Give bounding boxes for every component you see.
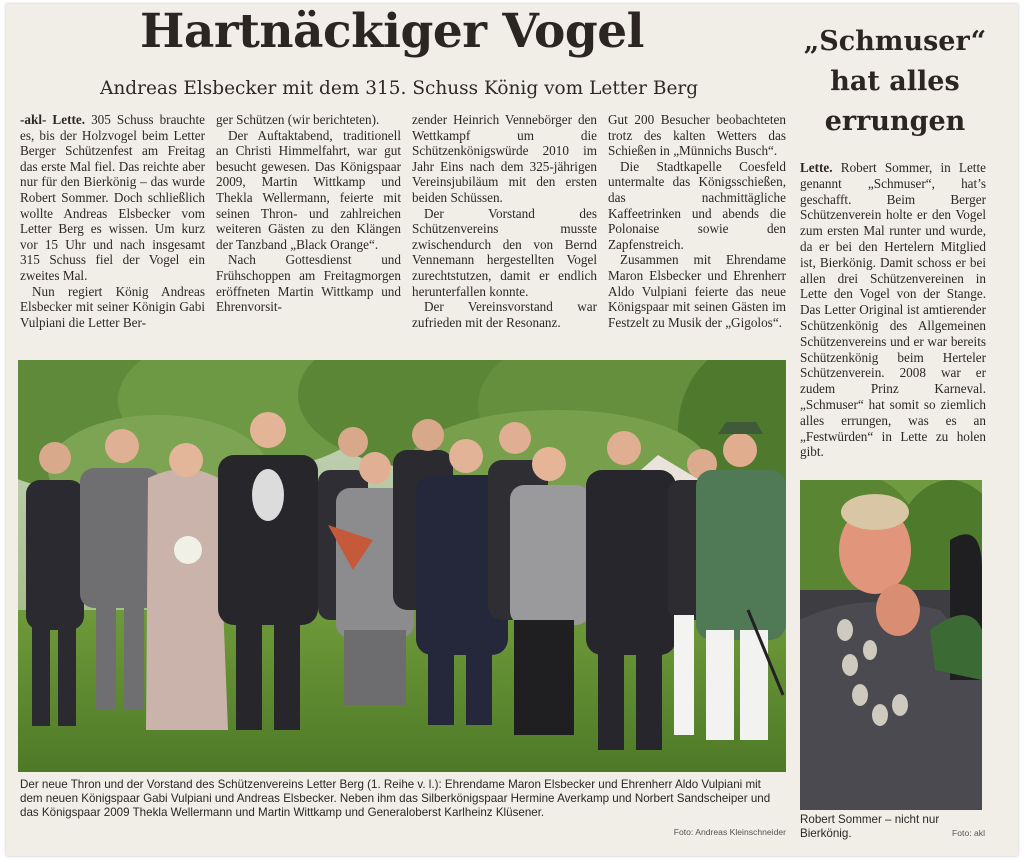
portrait-photo-image [800,480,982,810]
group-photo [18,360,786,772]
article-paragraph: 305 Schuss brauchte es, bis der Holzvogel beim Letter Berger Schützenfest am Freitag das erste Mal fiel. Das reichte aber nur für den Bierkönig – das wurde Robert Sommer. Doch schließlich wollte Andreas Elsbecker vom Letter Berg es wissen. Um kurz vor 15 Uhr und nach insgesamt 315 Schuss fiel der Vogel ein zweites Mal. [20,112,205,283]
article-paragraph: Gut 200 Besucher beobachteten trotz des kalten Wetters das Schießen in „Münnichs Busch“. [608,112,786,159]
article-paragraph: ger Schützen (wir berichteten). [216,112,380,127]
article-paragraph: Der Auftaktabend, traditionell an Christi Himmelfahrt, war gut besucht gewesen. Das Königspaar 2009, Martin Wittkamp und Thekla Wellermann, feierte mit seinen Thron- und zahlreichen weiteren Gästen zu den Klängen der Tanzband „Black Orange“. [216,127,401,252]
article-paragraph: zender Heinrich Vennebörger den Wettkampf um die Schützenkönigswürde 2010 im Jahr Eins nach dem 325-jährigen Vereinsjubiläum mit den ersten beiden Schüssen. [412,112,597,205]
portrait-caption: Robert Sommer – nicht nur Bierkönig. [800,813,940,840]
article-column-2 [216,112,401,348]
article-column-4 [608,112,786,348]
photo-caption: Der neue Thron und der Vorstand des Schützenvereins Letter Berg (1. Reihe v. l.): Ehrendame Maron Elsbecker und Ehrenherr Aldo Vulpiani mit dem neuen Königspaar Gabi Vulpiani und Andreas Elsbecker. Neben ihm das Silberkönigspaar Hermine Averkamp und Norbert Sandscheiper und das Königspaar 2009 Thekla Wellermann und Martin Wittkamp und Generaloberst Karlheinz Klüsener. [20,778,771,819]
group-photo-image [18,360,786,772]
article-column-3 [412,112,597,348]
sidebar-dateline: Lette. [800,160,833,175]
article-paragraph: Die Stadtkapelle Coesfeld untermalte das Königsschießen, das nachmittägliche Kaffeetrinken und abends die Polonaise sowie den Zapfenstreich. [608,158,786,252]
portrait-credit: Foto: akl [952,828,985,838]
sidebar-article [800,160,986,470]
article-paragraph: Der Vorstand des Schützenvereins musste zwischendurch den von Bernd Vennemann hergestellten Vogel zurechtstutzen, damit er endlich herunterfallen konnte. [412,205,597,299]
article-column-1 [20,112,205,348]
sidebar-paragraph: Robert Sommer, in Lette genannt „Schmuser“, hat’s geschafft. Beim Berger Schützenverein holte er den Vogel zum ersten Mal runter und wurde, da er bei den Hertelern Mitglied ist, Bierkönig. Damit schoss er bei allen drei Schützenvereinen in Lette den Vogel von der Stange. Das Letter Original ist amtierender Schützenkönig des Allgemeinen Schützenvereins und er war bereits Schützenkönig beim Herteler Schützenverein. 2008 war er zudem Prinz Karneval. „Schmuser“ hat somit so ziemlich alles errungen, was es an „Festwürden“ in Lette zu holen gibt. [800,160,986,460]
sidebar-headline: „Schmuser“ hat alles errungen [803,26,987,137]
photo-credit: Foto: Andreas Kleinschneider [673,827,786,837]
headline: Hartnäckiger Vogel [140,4,645,59]
article-paragraph: Nun regiert König Andreas Elsbecker mit seiner Königin Gabi Vulpiani die Letter Ber- [20,283,205,330]
article-paragraph: Der Vereinsvorstand war zufrieden mit der Resonanz. [412,299,597,330]
article-paragraph: Zusammen mit Ehrendame Maron Elsbecker und Ehrenherr Aldo Vulpiani feierte das neue Königspaar mit seinen Gästen im Festzelt zu Musik der „Gigolos“. [608,252,786,330]
subheadline: Andreas Elsbecker mit dem 315. Schuss König vom Letter Berg [100,78,699,99]
portrait-photo [800,480,982,810]
article-paragraph: Nach Gottesdienst und Frühschoppen am Freitagmorgen eröffneten Martin Wittkamp und Ehrenvorsit- [216,252,401,315]
article-dateline: -akl- Lette. [20,112,86,127]
